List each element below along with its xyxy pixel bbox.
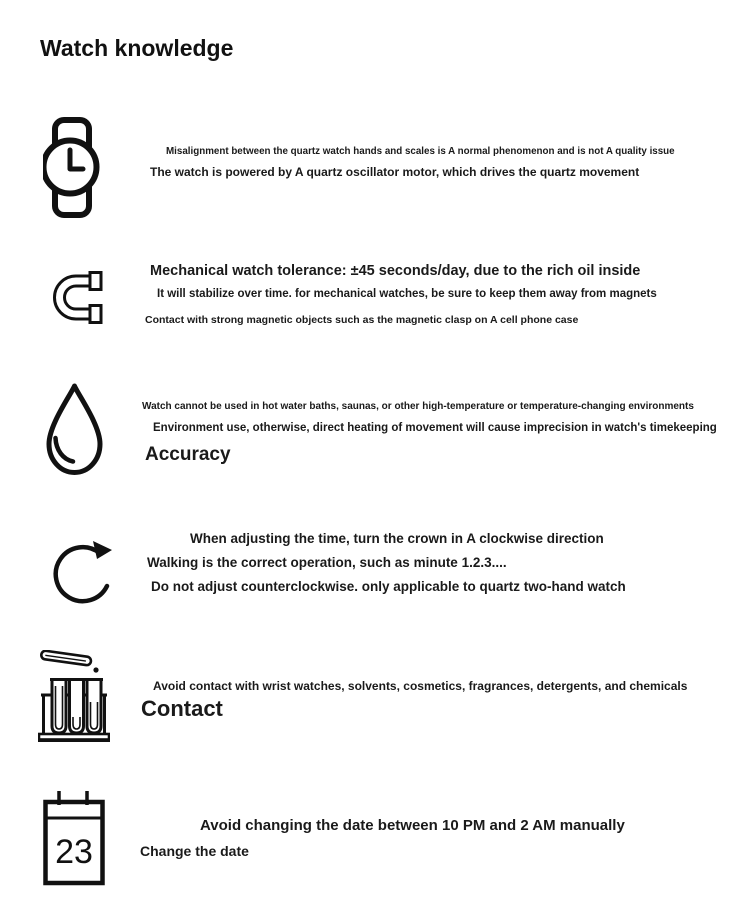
test-tubes-icon xyxy=(38,650,110,742)
correct-operation-text: Walking is the correct operation, such as minute 1.2.3.... xyxy=(147,555,507,570)
date-change-warning-heading: Avoid changing the date between 10 PM and 2 AM manually xyxy=(200,817,625,834)
magnet-icon xyxy=(50,269,105,326)
hot-water-warning-note: Watch cannot be used in hot water baths, saunas, or other high-temperature or temperature-changing environments xyxy=(142,401,694,412)
clockwise-arrow-icon xyxy=(52,528,114,612)
quartz-misalignment-note: Misalignment between the quartz watch hands and scales is A normal phenomenon and is not A quality issue xyxy=(166,146,675,157)
change-the-date-label: Change the date xyxy=(140,843,249,859)
calendar-icon xyxy=(43,789,105,886)
calendar-date-text: 23 xyxy=(55,833,93,871)
tolerance-heading: Mechanical watch tolerance: ±45 seconds/day, due to the rich oil inside xyxy=(150,263,641,279)
clockwise-adjust-heading: When adjusting the time, turn the crown in A clockwise direction xyxy=(190,531,604,546)
temperature-warning-text: Environment use, otherwise, direct heating of movement will cause imprecision in watch's timekeeping xyxy=(153,422,717,434)
magnet-warning-text: It will stabilize over time. for mechanical watches, be sure to keep them away from magnets xyxy=(157,288,657,300)
chemical-warning-text: Avoid contact with wrist watches, solvents, cosmetics, fragrances, detergents, and chemicals xyxy=(153,679,688,693)
page-title: Watch knowledge xyxy=(40,35,234,61)
accuracy-heading: Accuracy xyxy=(145,444,231,465)
contact-heading: Contact xyxy=(141,696,223,721)
wristwatch-icon xyxy=(43,117,102,218)
quartz-movement-text: The watch is powered by A quartz oscillator motor, which drives the quartz movement xyxy=(150,165,640,179)
water-drop-icon xyxy=(42,382,107,478)
magnet-contact-note: Contact with strong magnetic objects such as the magnetic clasp on A cell phone case xyxy=(145,314,579,326)
counterclockwise-warning-text: Do not adjust counterclockwise. only applicable to quartz two-hand watch xyxy=(151,579,626,594)
